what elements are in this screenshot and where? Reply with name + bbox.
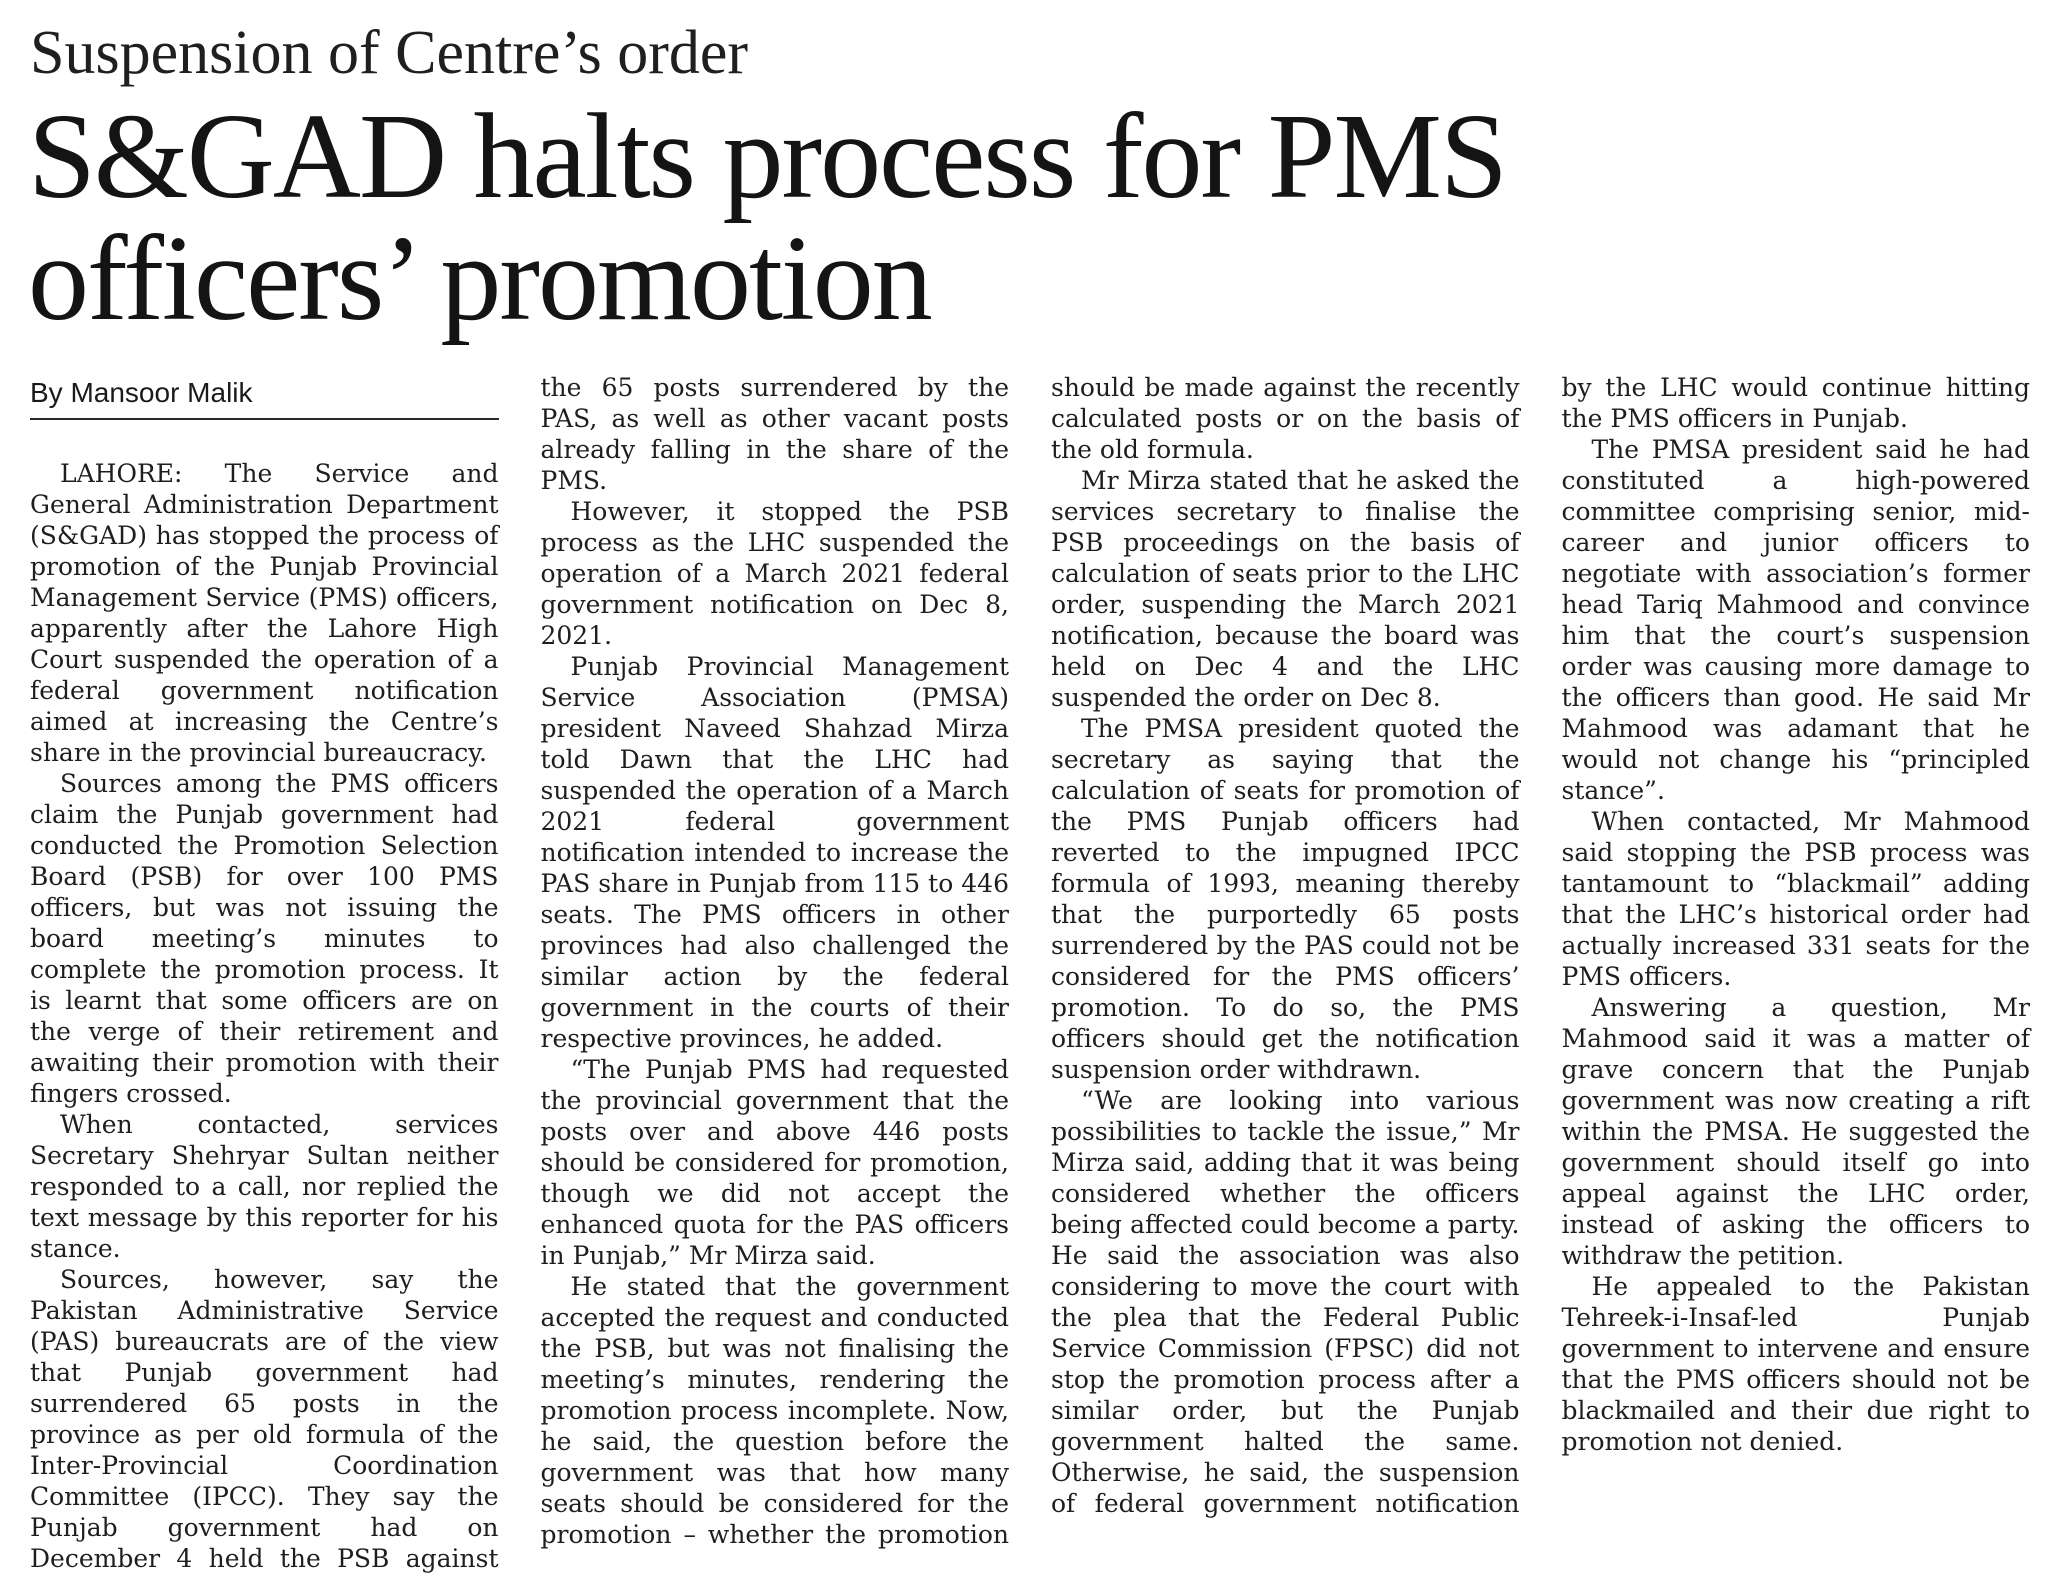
article-paragraph: The PMSA president quoted the secretary as saying that the calculation of seats for promotion of the PMS Punjab officers had reverted to the impugned IPCC formula of 1993, meaning thereby that the purportedly 65 posts surrendered by the PAS could not be considered for the PMS officers’ promotion. To do so, the PMS officers should get the notification suspension order withdrawn. <box>1051 714 1520 1084</box>
article-paragraph: The PMSA president said he had constituted a high-powered committee comprising senior, mid-career and junior officers to negotiate with association’s former head Tariq Mahmood and convince him that the court’s suspension order was causing more damage to the officers than good. He said Mr Mahmood was adamant that he would not change his “principled stance”. <box>1561 435 2030 805</box>
article-paragraph: “The Punjab PMS had requested the provincial government that the posts over and above 446 posts should be considered for promotion, though we did not accept the enhanced quota for the PAS officers in Punjab,” Mr Mirza said. <box>540 1055 1009 1270</box>
article-paragraph: “We are looking into various possibilities to tackle the issue,” Mr Mirza said, adding that it was being considered whether the officers being affected could become a party. He said the association was also considering to move the court with the plea that the Federal Public Service Commission (FPSC) did not stop the promotion process after a similar order, but the Punjab government halted the same. Otherwise, he said, the suspension of federal government notification by the LHC would continue hitting the PMS officers in Punjab. <box>1051 373 2030 1518</box>
article-kicker: Suspension of Centre’s order <box>30 19 749 87</box>
article-paragraph: Punjab Provincial Management Service Association (PMSA) president Naveed Shahzad Mirza told Dawn that the LHC had suspended the operation of a March 2021 federal government notification intended to increase the PAS share in Punjab from 115 to 446 seats. The PMS officers in other provinces had also challenged the similar action by the federal government in the courts of their respective provinces, he added. <box>540 652 1009 1053</box>
article-byline: By Mansoor Malik <box>30 372 499 420</box>
article-paragraph: Sources, however, say the Pakistan Administrative Service (PAS) bureaucrats are of the view that Punjab government had surrendered 65 posts in the province as per old formula of the Inter-Provincial Coordination Committee (IPCC). They say the Punjab government had on December 4 held the PSB against the 65 posts surrendered by the PAS, as well as other vacant posts already falling in the share of the PMS. <box>30 373 1009 1573</box>
article-paragraph: When contacted, Mr Mahmood said stopping the PSB process was tantamount to “blackmail” adding that the LHC’s historical order had actually increased 331 seats for the PMS officers. <box>1561 807 2030 991</box>
article-paragraph: However, it stopped the PSB process as the LHC suspended the operation of a March 2021 federal government notification on Dec 8, 2021. <box>540 497 1009 650</box>
article-paragraph: Mr Mirza stated that he asked the services secretary to finalise the PSB proceedings on the basis of calculation of seats prior to the LHC order, suspending the March 2021 notification, because the board was held on Dec 4 and the LHC suspended the order on Dec 8. <box>1051 466 1520 712</box>
article-paragraph: Answering a question, Mr Mahmood said it was a matter of grave concern that the Punjab government was now creating a rift within the PMSA. He suggested the government should itself go into appeal against the LHC order, instead of asking the officers to withdraw the petition. <box>1561 993 2030 1270</box>
article-paragraph: Sources among the PMS officers claim the Punjab government had conducted the Promotion Selection Board (PSB) for over 100 PMS officers, but was not issuing the board meeting’s minutes to complete the promotion process. It is learnt that some officers are on the verge of their retirement and awaiting their promotion with their fingers crossed. <box>30 769 499 1108</box>
article-paragraph: He stated that the government accepted the request and conducted the PSB, but was not finalising the meeting’s minutes, rendering the promotion process incomplete. Now, he said, the question before the government was that how many seats should be considered for the promotion – whether the promotion should be made against the recently calculated posts or on the basis of the old formula. <box>540 373 1520 1549</box>
article-headline: S&GAD halts process for PMS officers’ promotion <box>28 89 1506 346</box>
article-paragraph: He appealed to the Pakistan Tehreek-i-Insaf-led Punjab government to intervene and ensure that the PMS officers should not be blackmailed and their due right to promotion not denied. <box>1561 1272 2030 1456</box>
article-paragraph: LAHORE: The Service and General Administration Department (S&GAD) has stopped the process of promotion of the Punjab Provincial Management Service (PMS) officers, apparently after the Lahore High Court suspended the operation of a federal government notification aimed at increasing the Centre’s share in the provincial bureaucracy. <box>30 459 499 767</box>
article-paragraph: When contacted, services Secretary Shehryar Sultan neither responded to a call, nor replied the text message by this reporter for his stance. <box>30 1110 499 1263</box>
article-body <box>30 372 2030 1577</box>
